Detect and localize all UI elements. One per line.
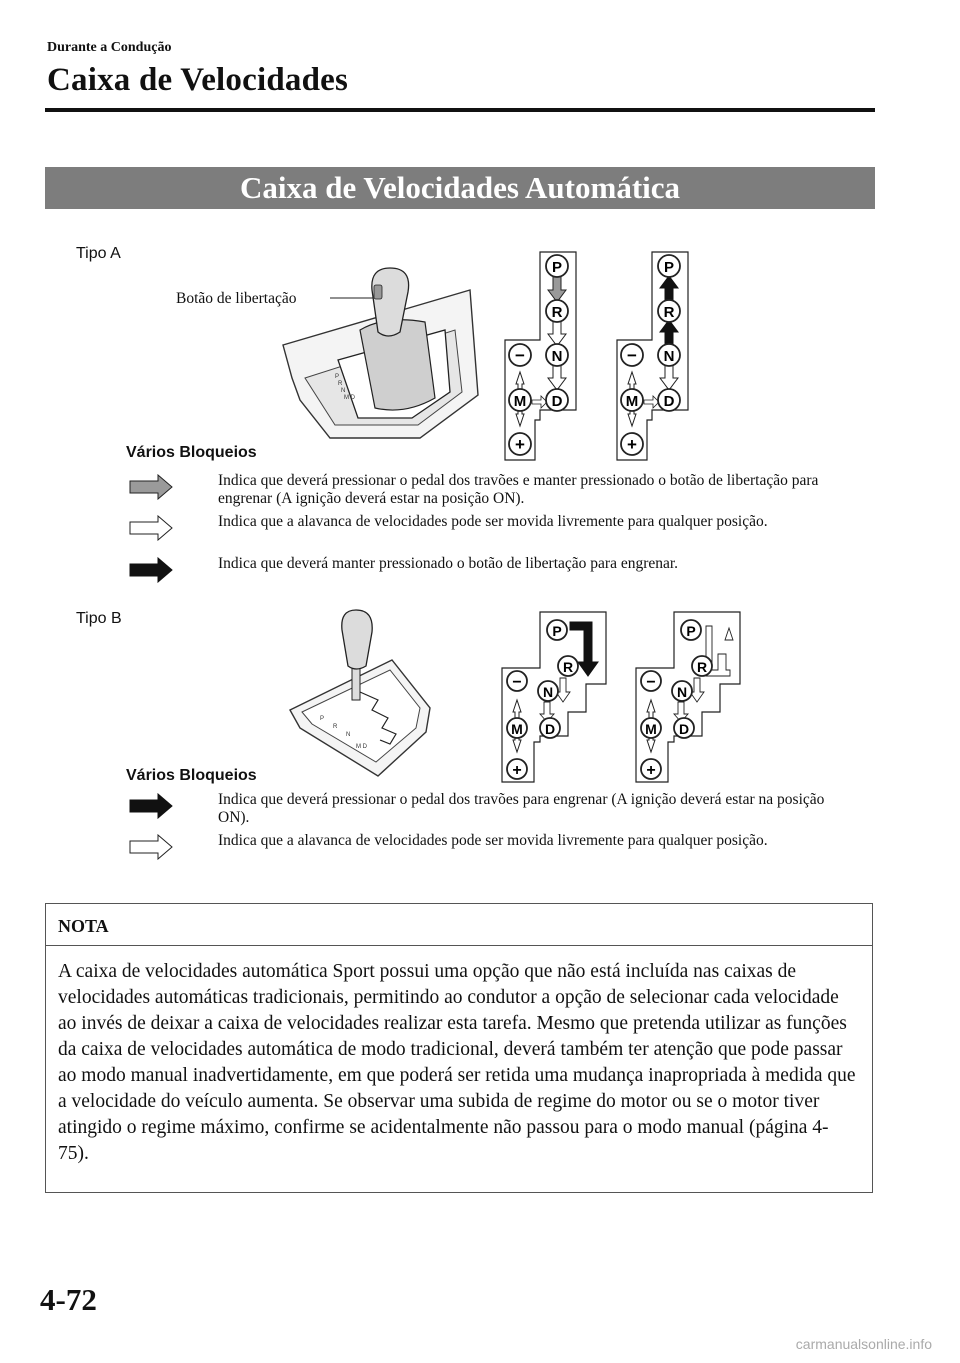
gear-badge-m [621, 389, 643, 411]
gear-badge-r [558, 656, 578, 676]
svg-text:N: N [346, 732, 351, 738]
legend-text: Indica que deverá pressionar o pedal dos travões para engrenar (A ignição deverá estar na posição ON). [218, 791, 825, 826]
svg-text:P: P [552, 623, 562, 639]
black-filled-arrow-icon [128, 793, 174, 819]
svg-text:D: D [678, 721, 690, 737]
gear-badge-p [546, 255, 568, 277]
svg-text:R: R [663, 304, 675, 321]
svg-text:N: N [341, 388, 346, 394]
svg-text:M: M [625, 393, 639, 410]
watermark: carmanualsonline.info [795, 1336, 932, 1352]
gear-badge-m [641, 718, 661, 738]
gear-badge-r [692, 656, 712, 676]
gear-badge-n [672, 681, 692, 701]
svg-text:−: − [512, 674, 522, 691]
svg-text:P: P [320, 716, 325, 722]
svg-text:N: N [542, 684, 554, 700]
svg-text:M D: M D [356, 744, 367, 750]
note-heading: NOTA [46, 904, 872, 946]
gray-filled-arrow-icon [128, 474, 174, 500]
page-number: 4-72 [40, 1282, 97, 1317]
outline-arrow-icon [128, 834, 174, 860]
type-a-gear-badges [0, 0, 960, 470]
svg-text:D: D [551, 393, 563, 410]
svg-text:P: P [663, 259, 675, 276]
svg-text:N: N [676, 684, 688, 700]
gear-badge-d [546, 389, 568, 411]
type-a-label: Tipo A [76, 245, 121, 262]
section-banner: Caixa de Velocidades Automática [45, 167, 875, 209]
svg-text:−: − [646, 674, 656, 691]
gear-badge-p [658, 255, 680, 277]
shift-knob [342, 610, 372, 669]
svg-text:R: R [338, 381, 343, 387]
gear-badge-d [674, 718, 694, 738]
black-filled-arrow-icon [128, 557, 174, 583]
gear-badge-d [658, 389, 680, 411]
legend-text: Indica que deverá manter pressionado o botão de libertação para engrenar. [218, 555, 679, 572]
svg-text:P: P [686, 623, 696, 639]
note-body: A caixa de velocidades automática Sport possui uma opção que não está incluída nas caixas de velocidades automáticas tradicionais, permitindo ao condutor a opção de selecionar cada velocidade ao invés de deixar a caixa de velocidades realizar esta tarefa. Mesmo que pretenda utilizar as funções da caixa de velocidades automática de modo tradicional, deverá também ter atenção que pode passar ao modo manual inadvertidamente, em que poderá ser retida uma mudança inapropriada à medida que a velocidade do veículo aumenta. Se observar uma subida de regime do motor ou se o motor tiver atingido o regime máximo, confirme se acidentalmente não passou para o modo manual (página 4-75). [58, 961, 856, 1164]
note-box [45, 903, 873, 1193]
type-b-label: Tipo B [76, 610, 122, 627]
gear-badge-m [507, 718, 527, 738]
gear-badge-p [547, 620, 567, 640]
svg-text:D: D [663, 393, 675, 410]
svg-text:M D: M D [344, 395, 355, 401]
gear-badge-n [538, 681, 558, 701]
svg-text:R: R [696, 659, 708, 675]
gear-badge-minus [507, 671, 527, 691]
gear-badge-r [546, 300, 568, 322]
gear-badge-n [658, 344, 680, 366]
legend-text: Indica que a alavanca de velocidades pode ser movida livremente para qualquer posição. [218, 832, 768, 849]
release-button-callout: Botão de libertação [176, 290, 297, 307]
gear-badge-minus [621, 344, 643, 366]
gear-badge-r [658, 300, 680, 322]
svg-text:+: + [512, 762, 522, 779]
gear-badge-n [546, 344, 568, 366]
svg-text:+: + [627, 435, 637, 454]
gear-badge-d [540, 718, 560, 738]
gear-badge-minus [641, 671, 661, 691]
chapter-title: Caixa de Velocidades [47, 62, 349, 98]
svg-text:P: P [335, 374, 340, 380]
gear-badge-p [681, 620, 701, 640]
svg-text:R: R [333, 724, 338, 730]
legend-text: Indica que deverá pressionar o pedal dos travões e manter pressionado o botão de libertação para engrenar (A ignição deverá estar na posição ON). [218, 472, 819, 507]
svg-text:R: R [562, 659, 574, 675]
gear-badge-m [509, 389, 531, 411]
svg-text:D: D [544, 721, 556, 737]
svg-text:+: + [515, 435, 525, 454]
svg-text:M: M [513, 393, 527, 410]
outline-arrow-icon [128, 515, 174, 541]
svg-text:M: M [511, 721, 523, 737]
svg-text:P: P [551, 259, 563, 276]
svg-text:R: R [551, 304, 563, 321]
gear-badge-plus [507, 759, 527, 779]
type-b-locks-label: Vários Bloqueios [126, 767, 257, 784]
svg-text:−: − [515, 346, 525, 365]
type-b-illustration [0, 600, 960, 790]
type-a-locks-label: Vários Bloqueios [126, 444, 257, 461]
svg-text:M: M [645, 721, 657, 737]
svg-text:N: N [663, 348, 675, 365]
legend-text: Indica que a alavanca de velocidades pode ser movida livremente para qualquer posição. [218, 513, 768, 530]
gear-badge-plus [509, 433, 531, 455]
gear-badge-plus [621, 433, 643, 455]
running-head: Durante a Condução [47, 40, 172, 55]
svg-text:N: N [551, 348, 563, 365]
svg-text:−: − [627, 346, 637, 365]
gear-badge-plus [641, 759, 661, 779]
gear-badge-minus [509, 344, 531, 366]
svg-text:+: + [646, 762, 656, 779]
